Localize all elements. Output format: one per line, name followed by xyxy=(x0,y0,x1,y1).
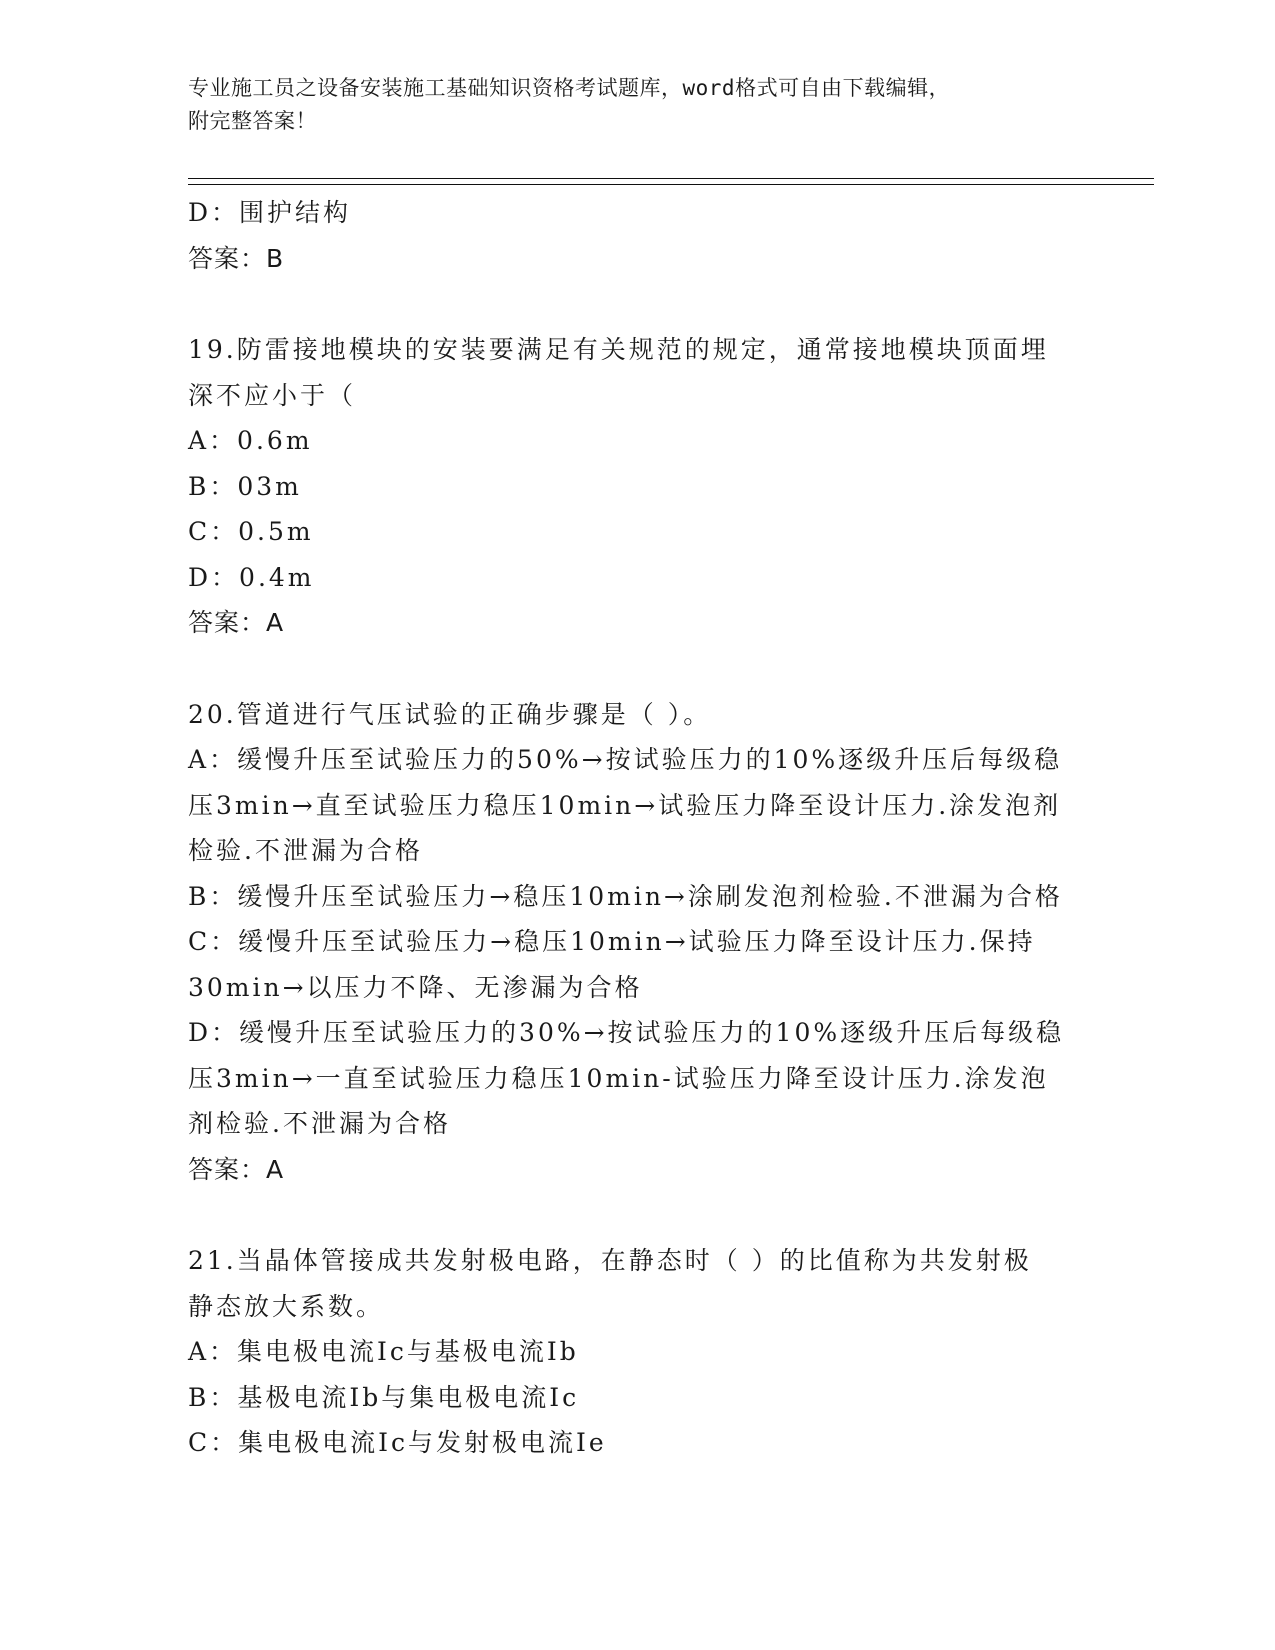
answer-line: 答案：A xyxy=(188,1154,285,1184)
option-a: A：0.6m xyxy=(188,426,313,455)
question-spacer xyxy=(188,281,1088,327)
option-a-continued: 检验.不泄漏为合格 xyxy=(188,836,423,865)
question-20 xyxy=(188,692,1088,1193)
option-a: A：缓慢升压至试验压力的50%→按试验压力的10%逐级升压后每级稳 xyxy=(188,745,1063,774)
option-c-continued: 30min→以压力不降、无渗漏为合格 xyxy=(188,972,643,1002)
option-b: B：基极电流Ib与集电极电流Ic xyxy=(188,1382,580,1412)
option-a-continued: 压3min→直至试验压力稳压10min→试验压力降至设计压力.涂发泡剂 xyxy=(188,790,1062,820)
question-18 xyxy=(188,190,1088,281)
option-b: B：03m xyxy=(188,471,302,501)
answer-line: 答案：B xyxy=(188,243,285,273)
question-spacer xyxy=(188,646,1088,692)
option-b: B：缓慢升压至试验压力→稳压10min→涂刷发泡剂检验.不泄漏为合格 xyxy=(188,881,1063,911)
option-a: A：集电极电流Ic与基极电流Ib xyxy=(188,1337,579,1366)
question-stem-line: 静态放大系数。 xyxy=(188,1291,385,1321)
question-21 xyxy=(188,1238,1088,1466)
option-d: D：0.4m xyxy=(188,562,315,592)
question-19 xyxy=(188,327,1088,646)
option-c: C：集电极电流Ic与发射极电流Ie xyxy=(188,1428,607,1457)
option-d: D：围护结构 xyxy=(188,198,352,227)
question-spacer xyxy=(188,1192,1088,1238)
option-c: C：0.5m xyxy=(188,517,314,546)
option-d-continued: 剂检验.不泄漏为合格 xyxy=(188,1109,451,1138)
option-c: C：缓慢升压至试验压力→稳压10min→试验压力降至设计压力.保持 xyxy=(188,927,1036,956)
question-stem-line: 21.当晶体管接成共发射极电路，在静态时（ ）的比值称为共发射极 xyxy=(188,1246,1032,1275)
document-header xyxy=(188,72,1068,138)
question-stem-line: 19.防雷接地模块的安装要满足有关规范的规定，通常接地模块顶面埋 xyxy=(188,335,1049,364)
header-line-2: 附完整答案！ xyxy=(188,109,317,133)
header-divider-bottom xyxy=(188,184,1154,185)
header-line-1: 专业施工员之设备安装施工基础知识资格考试题库，word格式可自由下载编辑， xyxy=(188,76,951,100)
option-d: D：缓慢升压至试验压力的30%→按试验压力的10%逐级升压后每级稳 xyxy=(188,1018,1065,1047)
question-list xyxy=(188,190,1088,1466)
option-d-continued: 压3min→一直至试验压力稳压10min-试验压力降至设计压力.涂发泡 xyxy=(188,1063,1049,1093)
question-stem-line: 20.管道进行气压试验的正确步骤是（ ）。 xyxy=(188,699,712,729)
answer-line: 答案：A xyxy=(188,608,285,637)
question-stem-line: 深不应小于（ xyxy=(188,380,357,410)
header-divider-top xyxy=(188,178,1154,179)
